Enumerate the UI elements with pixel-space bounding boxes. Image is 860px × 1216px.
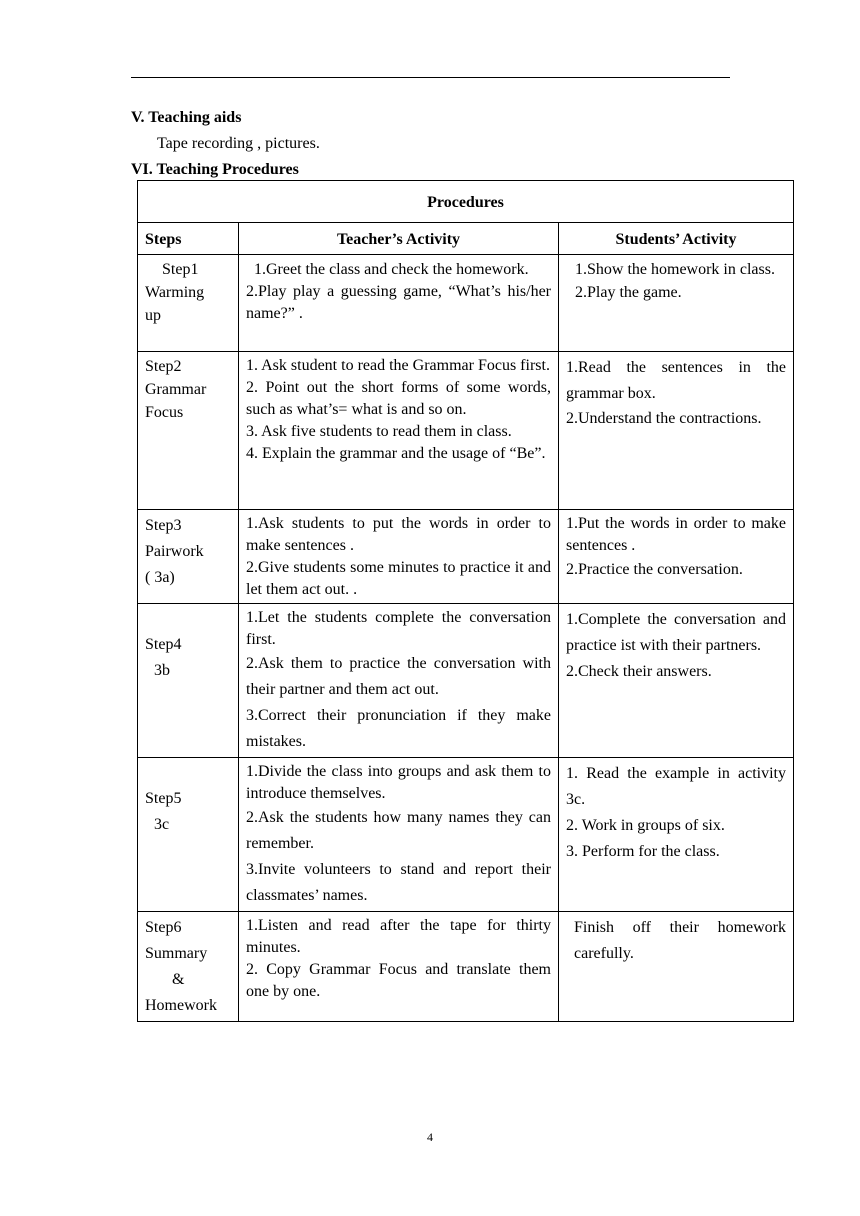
step-label: Grammar bbox=[145, 381, 207, 398]
step-label: Focus bbox=[145, 404, 184, 421]
step-label: Step3 bbox=[145, 517, 182, 534]
activity-item: 2. Copy Grammar Focus and translate them one by one. bbox=[246, 961, 551, 1000]
step-label: Step1 bbox=[162, 261, 199, 278]
activity-item: 2.Ask the students how many names they can remember. bbox=[246, 809, 551, 852]
activity-item: 2. Point out the short forms of some words, such as what’s= what is and so on. bbox=[246, 379, 551, 418]
table-row bbox=[138, 352, 794, 510]
activity-item: 3.Invite volunteers to stand and report their classmates’ names. bbox=[246, 861, 551, 904]
teacher-activity-cell bbox=[239, 352, 559, 510]
activity-item: 1.Put the words in order to make sentences . bbox=[566, 515, 786, 554]
students-activity-cell bbox=[559, 912, 794, 1022]
activity-item: 2.Check their answers. bbox=[566, 663, 712, 680]
activity-item: 1.Let the students complete the conversation first. bbox=[246, 609, 551, 648]
table-row bbox=[138, 604, 794, 758]
step-label: 3c bbox=[154, 816, 170, 833]
step-label: Homework bbox=[145, 997, 217, 1014]
step-label: Pairwork bbox=[145, 543, 204, 560]
procedures-table bbox=[137, 180, 794, 1022]
step-label: Step4 bbox=[145, 636, 182, 653]
table-header-row bbox=[138, 223, 794, 255]
teacher-activity-cell bbox=[239, 912, 559, 1022]
students-activity-cell bbox=[559, 352, 794, 510]
table-row bbox=[138, 255, 794, 352]
column-header-students: Students’ Activity bbox=[559, 223, 794, 255]
students-activity-cell bbox=[559, 255, 794, 352]
step-cell bbox=[138, 255, 239, 352]
activity-item: 3.Correct their pronunciation if they make mistakes. bbox=[246, 707, 551, 750]
section-heading-teaching-aids: V. Teaching aids bbox=[131, 109, 242, 126]
step-label: Step5 bbox=[145, 790, 182, 807]
activity-item: 3. Ask five students to read them in class. bbox=[246, 423, 512, 440]
students-activity-cell bbox=[559, 758, 794, 912]
teacher-activity-cell bbox=[239, 255, 559, 352]
activity-item: 1.Greet the class and check the homework. bbox=[254, 261, 529, 278]
section-heading-teaching-procedures: VI. Teaching Procedures bbox=[131, 161, 299, 178]
page-number: 4 bbox=[427, 1130, 433, 1144]
students-activity-cell bbox=[559, 604, 794, 758]
activity-item: 2. Work in groups of six. bbox=[566, 817, 725, 834]
step-label: Step2 bbox=[145, 358, 182, 375]
step-label: Summary bbox=[145, 945, 208, 962]
step-label: Warming bbox=[145, 284, 205, 301]
step-label: up bbox=[145, 307, 161, 324]
table-row bbox=[138, 758, 794, 912]
activity-item: 3. Perform for the class. bbox=[566, 843, 720, 860]
table-row bbox=[138, 912, 794, 1022]
activity-item: 2.Ask them to practice the conversation with their partner and them act out. bbox=[246, 655, 551, 698]
students-activity-cell bbox=[559, 510, 794, 604]
activity-item: 2.Understand the contractions. bbox=[566, 410, 762, 427]
activity-item: 2.Play play a guessing game, “What’s his/her name?” . bbox=[246, 283, 551, 322]
activity-item: 1.Show the homework in class. bbox=[575, 261, 775, 278]
teacher-activity-cell bbox=[239, 510, 559, 604]
step-cell bbox=[138, 352, 239, 510]
teaching-aids-text: Tape recording , pictures. bbox=[157, 135, 320, 152]
table-title-row bbox=[138, 181, 794, 223]
column-header-teacher: Teacher’s Activity bbox=[239, 223, 559, 255]
activity-item: 2.Play the game. bbox=[575, 284, 682, 301]
activity-item: 2.Practice the conversation. bbox=[566, 561, 743, 578]
activity-item: 1. Read the example in activity 3c. bbox=[566, 765, 786, 808]
step-label: ( 3a) bbox=[145, 569, 175, 586]
activity-item: Finish off their homework carefully. bbox=[574, 919, 786, 962]
header-rule bbox=[131, 77, 730, 78]
column-header-steps: Steps bbox=[138, 223, 239, 255]
step-cell bbox=[138, 604, 239, 758]
activity-item: 1. Ask student to read the Grammar Focus first. bbox=[246, 357, 550, 374]
step-cell bbox=[138, 912, 239, 1022]
activity-item: 1.Read the sentences in the grammar box. bbox=[566, 359, 786, 402]
activity-item: 2.Give students some minutes to practice it and let them act out. . bbox=[246, 559, 551, 598]
teacher-activity-cell bbox=[239, 604, 559, 758]
step-label: 3b bbox=[154, 662, 170, 679]
activity-item: 1.Divide the class into groups and ask them to introduce themselves. bbox=[246, 763, 551, 802]
teacher-activity-cell bbox=[239, 758, 559, 912]
step-label: Step6 bbox=[145, 919, 182, 936]
step-cell bbox=[138, 758, 239, 912]
activity-item: 1.Ask students to put the words in order to make sentences . bbox=[246, 515, 551, 554]
step-label: & bbox=[172, 971, 185, 988]
activity-item: 1.Complete the conversation and practice ist with their partners. bbox=[566, 611, 786, 654]
table-title: Procedures bbox=[138, 181, 794, 223]
activity-item: 1.Listen and read after the tape for thirty minutes. bbox=[246, 917, 551, 956]
activity-item: 4. Explain the grammar and the usage of “Be”. bbox=[246, 445, 546, 462]
table-row bbox=[138, 510, 794, 604]
step-cell bbox=[138, 510, 239, 604]
